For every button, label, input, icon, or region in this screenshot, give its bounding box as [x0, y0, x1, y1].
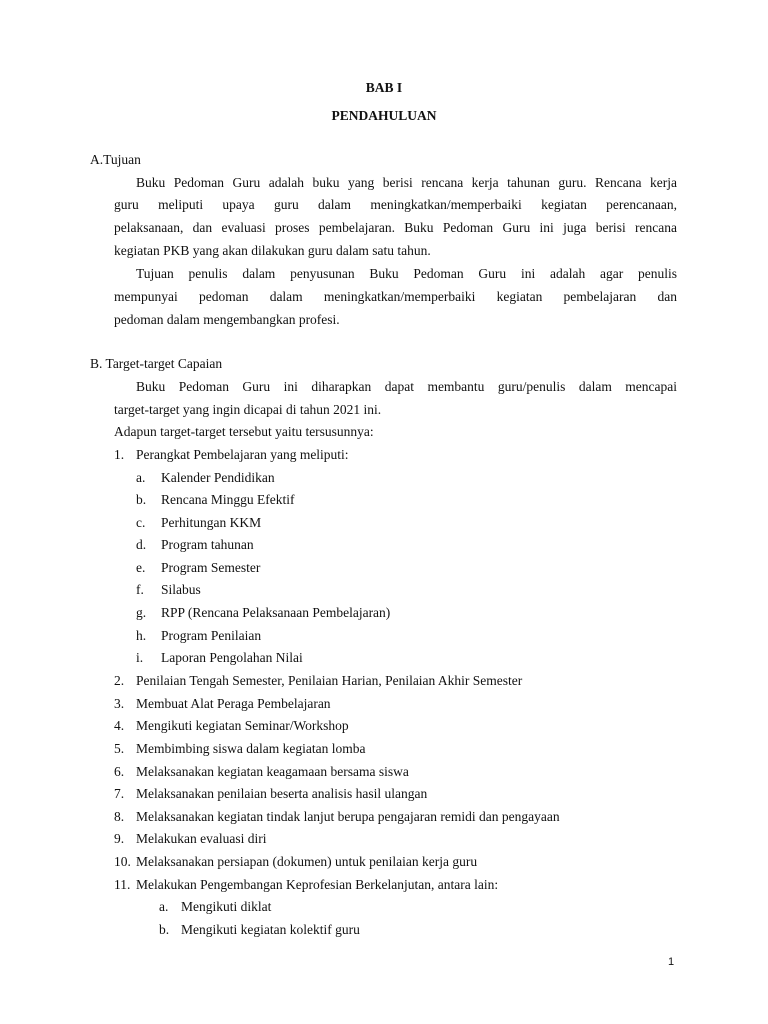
- list-intro: Adapun target-target tersebut yaitu tersusunnya:: [114, 424, 374, 439]
- list-item-text: Melaksanakan persiapan (dokumen) untuk penilaian kerja guru: [136, 854, 478, 869]
- list-item-text: Penilaian Tengah Semester, Penilaian Harian, Penilaian Akhir Semester: [136, 673, 523, 688]
- list-item-number: 6.: [114, 764, 125, 779]
- paragraph-line: target-target yang ingin dicapai di tahun 2021 ini.: [114, 402, 382, 417]
- paragraph-line: Tujuan penulis dalam penyusunan Buku Pedoman Guru ini adalah agar penulis: [136, 266, 677, 281]
- list-item-text: Melaksanakan penilaian beserta analisis hasil ulangan: [136, 786, 428, 801]
- sub-item-letter: f.: [136, 582, 144, 597]
- paragraph-line: mempunyai pedoman dalam meningkatkan/memperbaiki kegiatan pembelajaran dan: [114, 289, 677, 304]
- sub-item-letter: i.: [136, 650, 144, 665]
- paragraph-line: kegiatan PKB yang akan dilakukan guru dalam satu tahun.: [114, 243, 431, 258]
- list-item-number: 4.: [114, 718, 125, 733]
- list-item-number: 8.: [114, 809, 125, 824]
- sub-item-letter: b.: [136, 492, 147, 507]
- list-item-number: 9.: [114, 831, 125, 846]
- list-item-text: Mengikuti kegiatan Seminar/Workshop: [136, 718, 349, 733]
- paragraph-line: pedoman dalam mengembangkan profesi.: [114, 312, 340, 327]
- sub-item-text: Silabus: [161, 582, 201, 597]
- list-item-text: Melakukan Pengembangan Keprofesian Berkelanjutan, antara lain:: [136, 877, 499, 892]
- sub-item-text: Program Semester: [161, 560, 261, 575]
- list-item-number: 2.: [114, 673, 125, 688]
- sub-item-text: Laporan Pengolahan Nilai: [161, 650, 303, 665]
- sub-item-text: Program tahunan: [161, 537, 254, 552]
- list-item-number: 3.: [114, 696, 125, 711]
- list-item-text: Membuat Alat Peraga Pembelajaran: [136, 696, 331, 711]
- section-b-heading: B. Target-target Capaian: [90, 356, 223, 371]
- chapter-number: BAB I: [365, 80, 403, 95]
- sub-item-letter: h.: [136, 628, 147, 643]
- sub-item-letter: a.: [159, 899, 169, 914]
- page-number: 1: [668, 956, 675, 968]
- sub-item-text: Mengikuti diklat: [181, 899, 272, 914]
- paragraph-line: guru meliputi upaya guru dalam meningkatkan/memperbaiki kegiatan perencanaan,: [114, 197, 677, 212]
- sub-item-text: Rencana Minggu Efektif: [161, 492, 295, 507]
- sub-item-text: RPP (Rencana Pelaksanaan Pembelajaran): [161, 605, 391, 620]
- list-item-number: 1.: [114, 447, 125, 462]
- chapter-title: PENDAHULUAN: [331, 108, 437, 123]
- list-item-text: Membimbing siswa dalam kegiatan lomba: [136, 741, 366, 756]
- sub-item-text: Kalender Pendidikan: [161, 470, 275, 485]
- section-a-heading: A.Tujuan: [90, 152, 141, 167]
- paragraph-line: pelaksanaan, dan evaluasi proses pembelajaran. Buku Pedoman Guru ini juga berisi rencana: [114, 220, 677, 235]
- sub-item-letter: d.: [136, 537, 147, 552]
- list-item-text: Melaksanakan kegiatan tindak lanjut berupa pengajaran remidi dan pengayaan: [136, 809, 560, 824]
- sub-item-text: Program Penilaian: [161, 628, 262, 643]
- sub-item-letter: e.: [136, 560, 146, 575]
- list-item-number: 11.: [114, 877, 131, 892]
- sub-item-text: Mengikuti kegiatan kolektif guru: [181, 922, 360, 937]
- list-item-number: 10.: [114, 854, 131, 869]
- sub-item-letter: g.: [136, 605, 147, 620]
- list-item-text: Melaksanakan kegiatan keagamaan bersama siswa: [136, 764, 409, 779]
- sub-item-letter: c.: [136, 515, 146, 530]
- paragraph-line: Buku Pedoman Guru adalah buku yang berisi rencana kerja tahunan guru. Rencana kerja: [136, 175, 677, 190]
- sub-item-letter: b.: [159, 922, 170, 937]
- list-item-text: Perangkat Pembelajaran yang meliputi:: [136, 447, 349, 462]
- list-item-number: 7.: [114, 786, 125, 801]
- list-item-number: 5.: [114, 741, 125, 756]
- paragraph-line: Buku Pedoman Guru ini diharapkan dapat membantu guru/penulis dalam mencapai: [136, 379, 677, 394]
- sub-item-letter: a.: [136, 470, 146, 485]
- list-item-text: Melakukan evaluasi diri: [136, 831, 267, 846]
- sub-item-text: Perhitungan KKM: [161, 515, 262, 530]
